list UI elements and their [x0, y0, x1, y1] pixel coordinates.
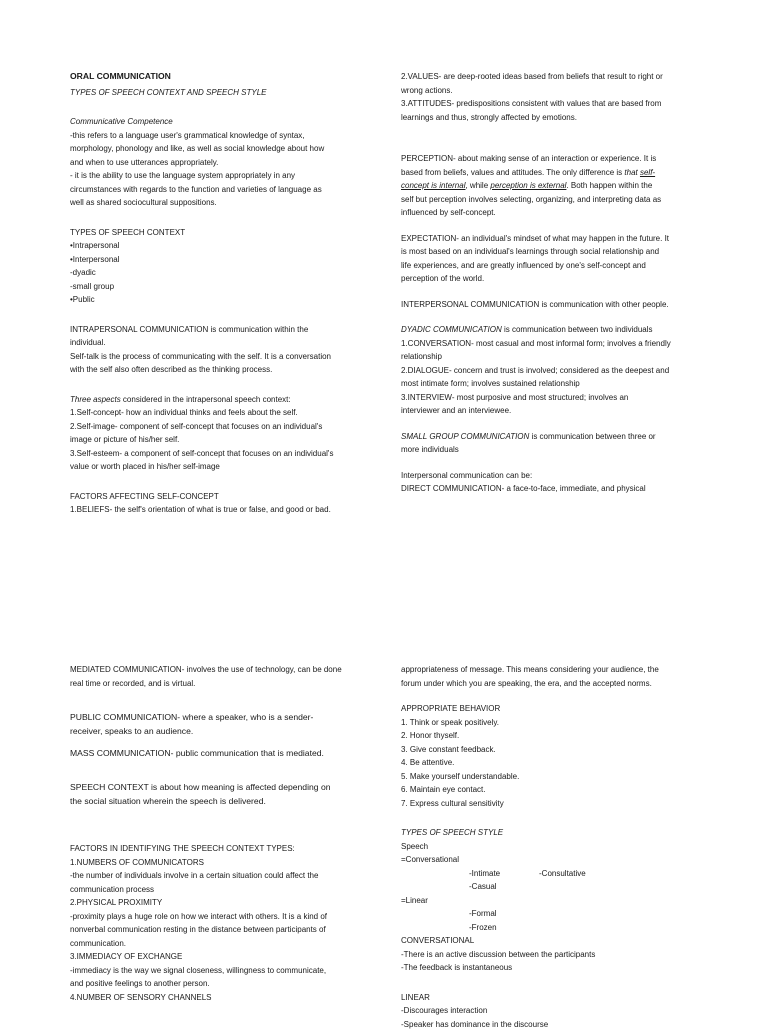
appropriateness-line: forum under which you are speaking, the era, and the accepted norms. — [401, 677, 706, 691]
interpersonal-line: INTERPERSONAL COMMUNICATION is communication with other people. — [401, 298, 706, 312]
perception-text: . Both happen within the — [566, 181, 652, 190]
small-group-line — [401, 430, 706, 444]
intra-line — [70, 323, 370, 337]
cc-line: morphology, phonology and like, as well as social knowledge about how — [70, 142, 370, 156]
cc-line: - it is the ability to use the language system appropriately in any — [70, 169, 370, 183]
types-item: •Interpersonal — [70, 253, 370, 267]
conversational-label: =Conversational — [401, 853, 706, 867]
consultative-label: -Consultative — [539, 869, 586, 878]
factors-line: -the number of individuals involve in a certain situation could affect the — [70, 869, 370, 883]
factors-item: 1.BELIEFS- the self's orientation of what is true or false, and good or bad. — [70, 503, 370, 517]
perception-line — [401, 166, 706, 180]
behavior-item: 1. Think or speak positively. — [401, 716, 706, 730]
intra-text: is communication within the — [208, 325, 308, 334]
speech-context-line: SPEECH CONTEXT is about how meaning is affected depending on — [70, 780, 370, 794]
aspects-item: 1.Self-concept- how an individual thinks and feels about the self. — [70, 406, 370, 420]
perception-line — [401, 179, 706, 193]
dyadic-item: most intimate form; involves sustained relationship — [401, 377, 706, 391]
cc-heading: Communicative Competence — [70, 115, 370, 129]
linear-label: =Linear — [401, 894, 706, 908]
perception-line: self but perception involves selecting, organizing, and interpreting data as — [401, 193, 706, 207]
aspects-line — [70, 393, 370, 407]
cc-line: and when to use utterances appropriately. — [70, 156, 370, 170]
intra-line: Self-talk is the process of communicating with the self. It is a conversation — [70, 350, 370, 364]
types-item: •Public — [70, 293, 370, 307]
mediated-line: real time or recorded, and is virtual. — [70, 677, 370, 691]
factors-line: and positive feelings to another person. — [70, 977, 370, 991]
perception-external: perception is external — [490, 181, 566, 190]
factors-line: nonverbal communication resting in the distance between participants of — [70, 923, 370, 937]
linear-line: -Speaker has dominance in the discourse — [401, 1018, 706, 1031]
aspects-item: 2.Self-image- component of self-concept that focuses on an individual's — [70, 420, 370, 434]
factors-heading: FACTORS AFFECTING SELF-CONCEPT — [70, 490, 370, 504]
bottom-left-column — [70, 663, 370, 1004]
conversational-line: -The feedback is instantaneous — [401, 961, 706, 975]
expectation-line: EXPECTATION- an individual's mindset of what may happen in the future. It — [401, 232, 706, 246]
factors-line: 3.IMMEDIACY OF EXCHANGE — [70, 950, 370, 964]
cc-line: well as shared sociocultural suppositions. — [70, 196, 370, 210]
dyadic-item: 3.INTERVIEW- most purposive and most structured; involves an — [401, 391, 706, 405]
public-line: receiver, speaks to an audience. — [70, 724, 370, 738]
linear-heading: LINEAR — [401, 991, 706, 1005]
perception-internal: concept is internal — [401, 181, 465, 190]
expectation-line: perception of the world. — [401, 272, 706, 286]
style-row — [401, 867, 706, 881]
factors-line: communication process — [70, 883, 370, 897]
can-be-line: Interpersonal communication can be: — [401, 469, 706, 483]
formal-label: -Formal — [401, 907, 706, 921]
dyadic-item: interviewer and an interviewee. — [401, 404, 706, 418]
appropriateness-line: appropriateness of message. This means considering your audience, the — [401, 663, 706, 677]
expectation-line: is most based on an individual's learnings through social relationship and — [401, 245, 706, 259]
aspects-item: image or picture of his/her self. — [70, 433, 370, 447]
top-left-column — [70, 70, 370, 517]
perception-text: based from beliefs, values and attitudes. The only difference is — [401, 168, 624, 177]
cc-line: circumstances with regards to the function and varieties of language as — [70, 183, 370, 197]
factors-line: communication. — [70, 937, 370, 951]
public-line: PUBLIC COMMUNICATION- where a speaker, who is a sender- — [70, 710, 370, 724]
behavior-item: 5. Make yourself understandable. — [401, 770, 706, 784]
conversational-line: -There is an active discussion between the participants — [401, 948, 706, 962]
behavior-heading: APPROPRIATE BEHAVIOR — [401, 702, 706, 716]
factors-line: 4.NUMBER OF SENSORY CHANNELS — [70, 991, 370, 1005]
perception-underline: self- — [640, 168, 655, 177]
aspects-italic: Three aspects — [70, 395, 121, 404]
behavior-item: 2. Honor thyself. — [401, 729, 706, 743]
bottom-right-column — [401, 663, 706, 1031]
dyadic-text: is communication between two individuals — [502, 325, 653, 334]
top-right-column — [401, 70, 706, 496]
aspects-item: 3.Self-esteem- a component of self-concept that focuses on an individual's — [70, 447, 370, 461]
speech-context-line: the social situation wherein the speech is delivered. — [70, 794, 370, 808]
style-heading: TYPES OF SPEECH STYLE — [401, 826, 706, 840]
small-group-line: more individuals — [401, 443, 706, 457]
page-subtitle: TYPES OF SPEECH CONTEXT AND SPEECH STYLE — [70, 86, 370, 100]
intra-heading: INTRAPERSONAL COMMUNICATION — [70, 325, 208, 334]
factors-line: -proximity plays a huge role on how we interact with others. It is a kind of — [70, 910, 370, 924]
factors-heading: FACTORS IN IDENTIFYING THE SPEECH CONTEXT TYPES: — [70, 842, 370, 856]
perception-italic: that — [624, 168, 640, 177]
dyadic-item: 2.DIALOGUE- concern and trust is involved; considered as the deepest and — [401, 364, 706, 378]
cc-line: -this refers to a language user's grammatical knowledge of syntax, — [70, 129, 370, 143]
expectation-line: life experiences, and are greatly influenced by one's self-concept and — [401, 259, 706, 273]
dyadic-heading: DYADIC COMMUNICATION — [401, 325, 502, 334]
conversational-heading: CONVERSATIONAL — [401, 934, 706, 948]
types-heading: TYPES OF SPEECH CONTEXT — [70, 226, 370, 240]
aspects-item: value or worth placed in his/her self-image — [70, 460, 370, 474]
small-group-heading: SMALL GROUP COMMUNICATION — [401, 432, 529, 441]
small-group-text: is communication between three or — [529, 432, 655, 441]
values-line: 2.VALUES- are deep-rooted ideas based from beliefs that result to right or — [401, 70, 706, 84]
factors-line: -immediacy is the way we signal closeness, willingness to communicate, — [70, 964, 370, 978]
values-line: wrong actions. — [401, 84, 706, 98]
dyadic-line — [401, 323, 706, 337]
intra-line: with the self also often described as the thinking process. — [70, 363, 370, 377]
page-title: ORAL COMMUNICATION — [70, 70, 370, 84]
speech-label: Speech — [401, 840, 706, 854]
values-line: 3.ATTITUDES- predispositions consistent with values that are based from — [401, 97, 706, 111]
values-line: learnings and thus, strongly affected by emotions. — [401, 111, 706, 125]
dyadic-item: relationship — [401, 350, 706, 364]
aspects-text: considered in the intrapersonal speech context: — [121, 395, 291, 404]
perception-text: , while — [465, 181, 490, 190]
frozen-label: -Frozen — [401, 921, 706, 935]
behavior-item: 7. Express cultural sensitivity — [401, 797, 706, 811]
dyadic-item: 1.CONVERSATION- most casual and most informal form; involves a friendly — [401, 337, 706, 351]
mediated-line: MEDIATED COMMUNICATION- involves the use of technology, can be done — [70, 663, 370, 677]
types-item: •Intrapersonal — [70, 239, 370, 253]
linear-line: -Discourages interaction — [401, 1004, 706, 1018]
factors-line: 2.PHYSICAL PROXIMITY — [70, 896, 370, 910]
behavior-item: 3. Give constant feedback. — [401, 743, 706, 757]
casual-label: -Casual — [401, 880, 706, 894]
factors-line: 1.NUMBERS OF COMMUNICATORS — [70, 856, 370, 870]
direct-line: DIRECT COMMUNICATION- a face-to-face, immediate, and physical — [401, 482, 706, 496]
intimate-label: -Intimate — [469, 867, 539, 881]
perception-line: influenced by self-concept. — [401, 206, 706, 220]
behavior-item: 6. Maintain eye contact. — [401, 783, 706, 797]
mass-line: MASS COMMUNICATION- public communication that is mediated. — [70, 746, 370, 760]
types-item: -small group — [70, 280, 370, 294]
intra-line: individual. — [70, 336, 370, 350]
types-item: -dyadic — [70, 266, 370, 280]
behavior-item: 4. Be attentive. — [401, 756, 706, 770]
perception-line: PERCEPTION- about making sense of an interaction or experience. It is — [401, 152, 706, 166]
